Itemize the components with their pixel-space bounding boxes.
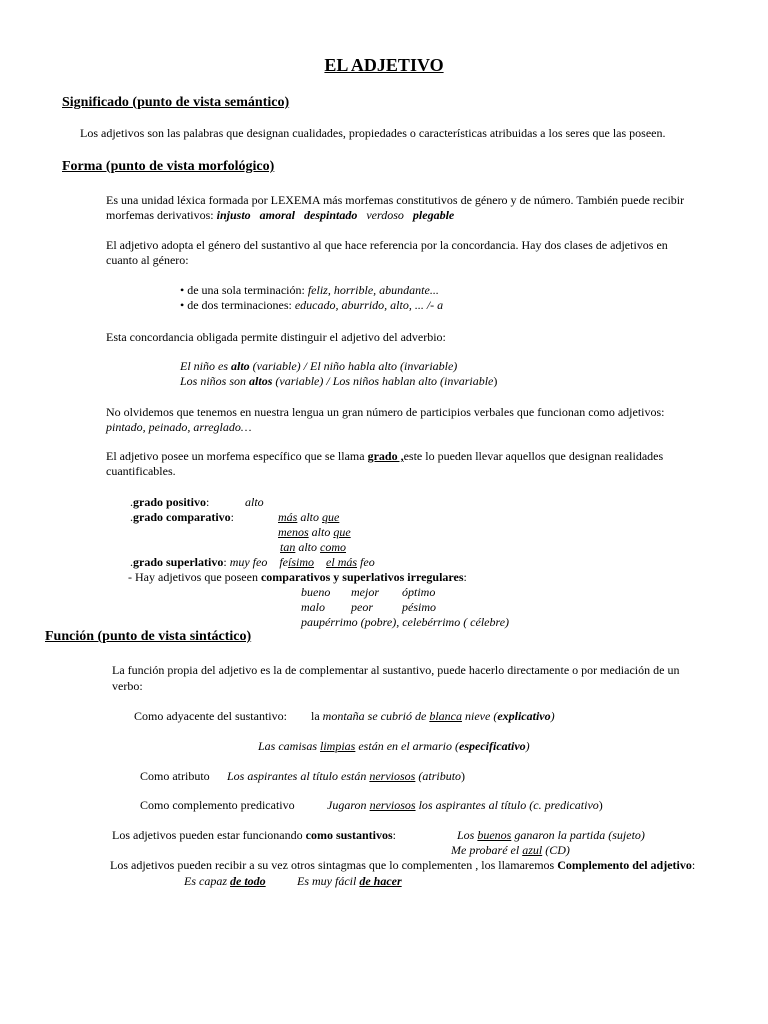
funcion-paragraph-1: La función propia del adjetivo es la de complementar al sustantivo, puede hacerlo directamente o por mediación de un <box>112 663 680 677</box>
text: El adjetivo posee un morfema específico que se llama <box>106 449 368 463</box>
label: grado comparativo <box>133 510 231 524</box>
complemento-example-2 <box>297 874 402 889</box>
example: injusto <box>216 208 251 222</box>
text: explicativo <box>497 709 551 723</box>
text: ) <box>598 798 603 812</box>
text: montaña se cubrió de <box>322 709 430 723</box>
text: alto <box>295 540 321 554</box>
text: este lo pueden llevar aquellos que designan realidades <box>403 449 664 463</box>
text: alto <box>297 510 323 524</box>
example: feliz, horrible, abundante... <box>307 283 439 297</box>
text: Complemento del adjetivo <box>557 858 692 872</box>
text: Los aspirantes al título están <box>227 769 370 783</box>
funcion-paragraph-1-line2: verbo: <box>112 679 143 693</box>
adyacente-example <box>311 709 555 724</box>
label: grado superlativo <box>133 555 224 569</box>
text: buenos <box>477 828 512 842</box>
text: : <box>691 858 696 872</box>
example-ninos <box>180 374 497 389</box>
text: • de dos terminaciones: <box>180 298 295 312</box>
text: que <box>333 525 351 539</box>
grado-superlativo: .grado superlativo: muy feo feísimo el más feo <box>130 555 375 569</box>
text: peor <box>351 600 373 614</box>
label: grado positivo <box>133 495 207 509</box>
text: nieve ( <box>462 709 498 723</box>
text: la <box>311 709 323 723</box>
text: bueno <box>301 585 331 599</box>
text: altos <box>249 374 273 388</box>
forma-paragraph-4-line2 <box>106 420 252 435</box>
irregulares-line: - Hay adjetivos que poseen comparativos y superlativos irregulares: <box>128 570 467 584</box>
text: los aspirantes al título (c. predicativo <box>415 798 599 812</box>
bullet-dos-terminaciones <box>180 298 443 313</box>
atributo-example <box>227 769 465 784</box>
heading-forma: Forma (punto de vista morfológico) <box>62 159 275 174</box>
text: alto <box>308 525 334 539</box>
example: muy feo <box>229 555 268 569</box>
comparativo-superioridad <box>278 510 339 525</box>
text: comparativos y superlativos irregulares <box>260 570 464 584</box>
text: el más <box>326 555 358 569</box>
sustantivos-line <box>112 828 396 843</box>
text: ganaron la partida (sujeto) <box>511 828 645 842</box>
text: Los <box>457 828 478 842</box>
complemento-adjetivo-line <box>110 858 695 873</box>
text: limpias <box>320 739 356 753</box>
sustantivo-example-2 <box>451 843 570 858</box>
forma-paragraph-4: No olvidemos que tenemos en nuestra lengua un gran número de participios verbales que funcionan como adjetivos: <box>106 405 665 419</box>
text: Es muy fácil <box>297 874 360 888</box>
forma-paragraph-5-line2: cuantificables. <box>106 464 176 478</box>
atributo-label: Como atributo <box>140 769 210 783</box>
text: Los niños son <box>180 374 250 388</box>
text: blanca <box>429 709 462 723</box>
example: paupérrimo (pobre), celebérrimo ( célebre) <box>301 615 510 629</box>
text: Los adjetivos pueden recibir a su vez otros sintagmas que lo complementen , los llamaremos <box>110 858 558 872</box>
example: plegable <box>412 208 455 222</box>
forma-paragraph-3: Esta concordancia obligada permite distinguir el adjetivo del adverbio: <box>106 330 446 344</box>
forma-paragraph-1: Es una unidad léxica formada por LEXEMA más morfemas constitutivos de género y de número. También puede recibir <box>106 193 685 207</box>
text: fe <box>279 555 289 569</box>
text: feo <box>357 555 375 569</box>
text: nerviosos <box>369 769 416 783</box>
sustantivo-example-1 <box>457 828 645 843</box>
text: (variable) / El niño habla alto (invariable) <box>249 359 458 373</box>
comparativo-inferioridad <box>278 525 351 540</box>
text: • de una sola terminación: <box>180 283 308 297</box>
heading-funcion: Función (punto de vista sintáctico) <box>45 629 252 644</box>
grado-positivo: .grado positivo: <box>130 495 210 509</box>
text: menos <box>278 525 309 539</box>
example: pintado, peinado, arreglado… <box>106 420 252 434</box>
text: que <box>322 510 340 524</box>
grado-comparativo: .grado comparativo: <box>130 510 234 524</box>
text: Es capaz <box>184 874 230 888</box>
especificativo-example <box>258 739 530 754</box>
text: de todo <box>230 874 266 888</box>
text: como <box>320 540 347 554</box>
text: ísimo <box>288 555 315 569</box>
text: : <box>392 828 396 842</box>
text: óptimo <box>402 585 436 599</box>
text: alto <box>231 359 250 373</box>
complemento-example-1 <box>184 874 266 889</box>
example: amoral <box>259 208 296 222</box>
text: Los adjetivos pueden estar funcionando <box>112 828 306 842</box>
predicativo-example <box>327 798 603 813</box>
forma-paragraph-5 <box>106 449 663 464</box>
text: ) <box>493 374 498 388</box>
text: morfemas derivativos: <box>106 208 217 222</box>
adyacente-label: Como adyacente del sustantivo: <box>134 709 287 723</box>
example: despintado <box>304 208 358 222</box>
text: ) <box>550 709 555 723</box>
example-nino <box>180 359 457 374</box>
text: más <box>278 510 298 524</box>
text: nerviosos <box>369 798 416 812</box>
text: azul <box>522 843 543 857</box>
heading-significado: Significado (punto de vista semántico) <box>62 95 290 110</box>
text: mejor <box>351 585 379 599</box>
forma-paragraph-2: El adjetivo adopta el género del sustantivo al que hace referencia por la concordancia. Hay dos clases de adjetivos en <box>106 238 668 252</box>
significado-text: Los adjetivos son las palabras que designan cualidades, propiedades o características atribuidas a los seres que las poseen. <box>80 126 666 140</box>
forma-paragraph-1-line2 <box>106 208 454 223</box>
text: - Hay adjetivos que poseen <box>128 570 261 584</box>
text: ) <box>525 739 530 753</box>
forma-paragraph-2-line2: cuanto al género: <box>106 253 189 267</box>
predicativo-label: Como complemento predicativo <box>140 798 295 812</box>
text: (CD) <box>542 843 570 857</box>
text: malo <box>301 600 325 614</box>
comparativo-igualdad <box>280 540 346 555</box>
text: (atributo <box>415 769 462 783</box>
text: tan <box>280 540 296 554</box>
text: de hacer <box>359 874 402 888</box>
text: como sustantivos <box>305 828 393 842</box>
example: verdoso <box>366 208 404 222</box>
grado-positivo-example: alto <box>245 495 264 509</box>
bullet-una-terminacion <box>180 283 439 298</box>
text: Jugaron <box>327 798 370 812</box>
page-title: EL ADJETIVO <box>324 55 444 75</box>
text: grado , <box>367 449 404 463</box>
example: educado, aburrido, alto, ... /- a <box>294 298 444 312</box>
text: ) <box>461 769 466 783</box>
irregular-row-paupérrimo <box>301 615 509 630</box>
text: especificativo <box>459 739 526 753</box>
text: (variable) / Los niños hablan alto (invariable <box>272 374 494 388</box>
text: Las camisas <box>258 739 321 753</box>
text: están en el armario ( <box>355 739 460 753</box>
text: El niño es <box>180 359 231 373</box>
text: pésimo <box>402 600 436 614</box>
text: Me probaré el <box>451 843 523 857</box>
